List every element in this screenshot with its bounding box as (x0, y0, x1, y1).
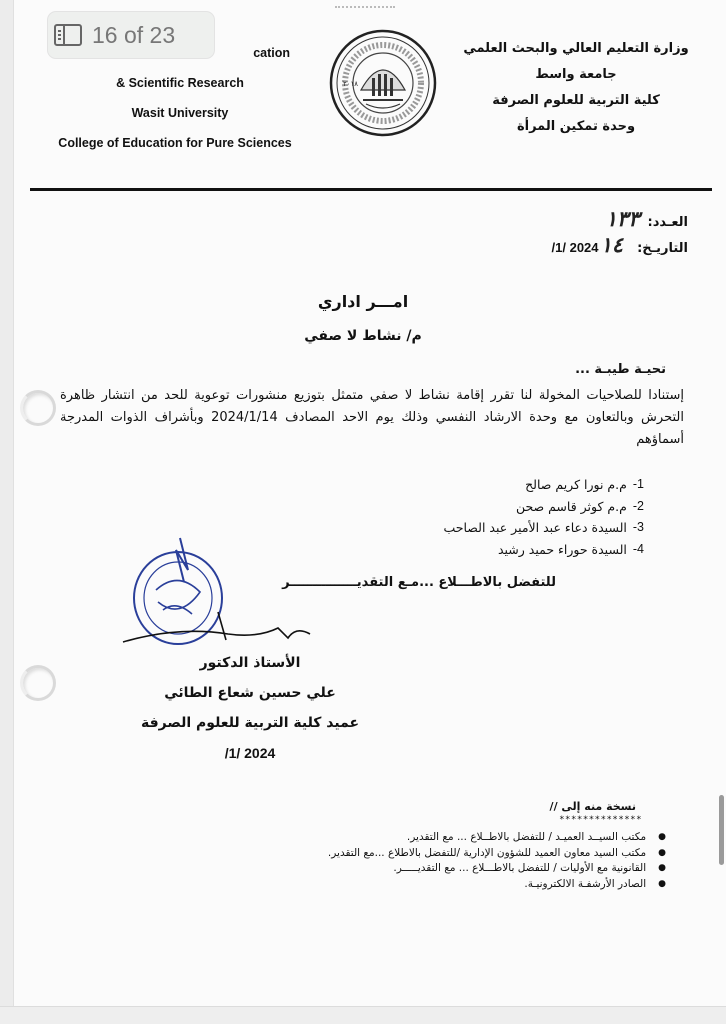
list-item: ● مكتب السيد معاون العميد للشؤون الإدارية /للتفضل بالاطلاع ...مع التقدير. (327, 846, 666, 859)
number-label: العـدد: (647, 215, 688, 230)
number-value: ١٣٣ (605, 206, 640, 231)
list-item: ● الصادر الأرشفـة الالكترونيـة. (524, 877, 666, 890)
official-stamp-signature (118, 530, 318, 660)
binder-ring-icon (20, 665, 56, 701)
list-item: 1- م.م نورا كريم صالح (525, 477, 644, 492)
signature-block (110, 648, 390, 768)
document-number (606, 206, 688, 231)
list-item: 3- السيدة دعاء عبد الأمير عبد الصاحب (443, 520, 644, 535)
list-item: 2- م.م كوثر قاسم صحن (515, 498, 644, 514)
scrollbar-thumb[interactable] (719, 795, 724, 865)
copies-heading: نسخة منه إلى // (549, 800, 636, 813)
body-paragraph: إستنادا للصلاحيات المخولة لنا تقرر إقامة نشاط لا صفي متمثل بتوزيع منشورات توعوية للحد من انتشار ظاهرة التحرش وبالتعاون مع وحدة الارشاد النفسي وذلك يوم الاحد المصادف 2024/1/14 وبأشراف الذوات المدرجة أسماؤهم (60, 388, 684, 447)
list-item: 4- السيدة حوراء حميد رشيد (497, 541, 644, 557)
university-seal-logo (328, 28, 438, 138)
date-label: التاريـخ: (637, 241, 688, 256)
document-date (552, 232, 688, 257)
en-line-college: College of Education for Pure Sciences (58, 136, 292, 150)
signature-title: الأستاذ الدكتور (199, 655, 301, 671)
date-day-handwritten: ١٤ (600, 232, 624, 257)
page-indicator-text: 16 of 23 (92, 21, 176, 48)
ar-line-unit: وحدة تمكين المرأة (516, 119, 636, 134)
list-item: ● القانونية مع الأوليات / للتفضل بالاطـــلاع ... مع التقديـــــر. (393, 862, 666, 874)
greeting: تحيـة طيبـة ... (575, 362, 666, 377)
en-line-ministry: cation (253, 46, 290, 60)
header-divider (30, 188, 712, 191)
english-letterhead (60, 38, 300, 158)
document-title: امـــر اداري (317, 292, 409, 311)
signature-date: /1/ 2024 (224, 745, 276, 761)
document-subject: م/ نشاط لا صفي (304, 328, 422, 344)
supervisors-list (444, 474, 645, 560)
date-value: /1/ 2024 (551, 240, 599, 255)
top-dotted-mark (335, 6, 395, 8)
en-line-research: & Scientific Research (116, 76, 244, 90)
copies-list (328, 830, 666, 892)
page-left-edge (0, 0, 14, 1024)
copies-stars: ************** (559, 815, 642, 825)
list-item: ● مكتب السيــد العميـد / للتفضل بالاطــلاع ... مع التقدير. (406, 831, 666, 843)
page-bottom-edge (0, 1006, 726, 1024)
ar-line-university: جامعة واسط (535, 67, 617, 82)
signature-position: عميد كلية التربية للعلوم الصرفة (140, 715, 360, 731)
ar-line-ministry: وزارة التعليم العالي والبحث العلمي (463, 41, 689, 56)
ar-line-college: كلية التربية للعلوم الصرفة (492, 93, 660, 108)
signature-name: علي حسين شعاع الطائي (164, 685, 336, 701)
en-line-university: Wasit University (131, 106, 229, 120)
closing-line: للتفضل بالاطـــلاع ...مـع التقديـــــــــــــــر (282, 575, 556, 590)
arabic-letterhead (451, 36, 701, 140)
binder-ring-icon (20, 390, 56, 426)
seal-year: ٢٠١٨ (343, 80, 359, 88)
